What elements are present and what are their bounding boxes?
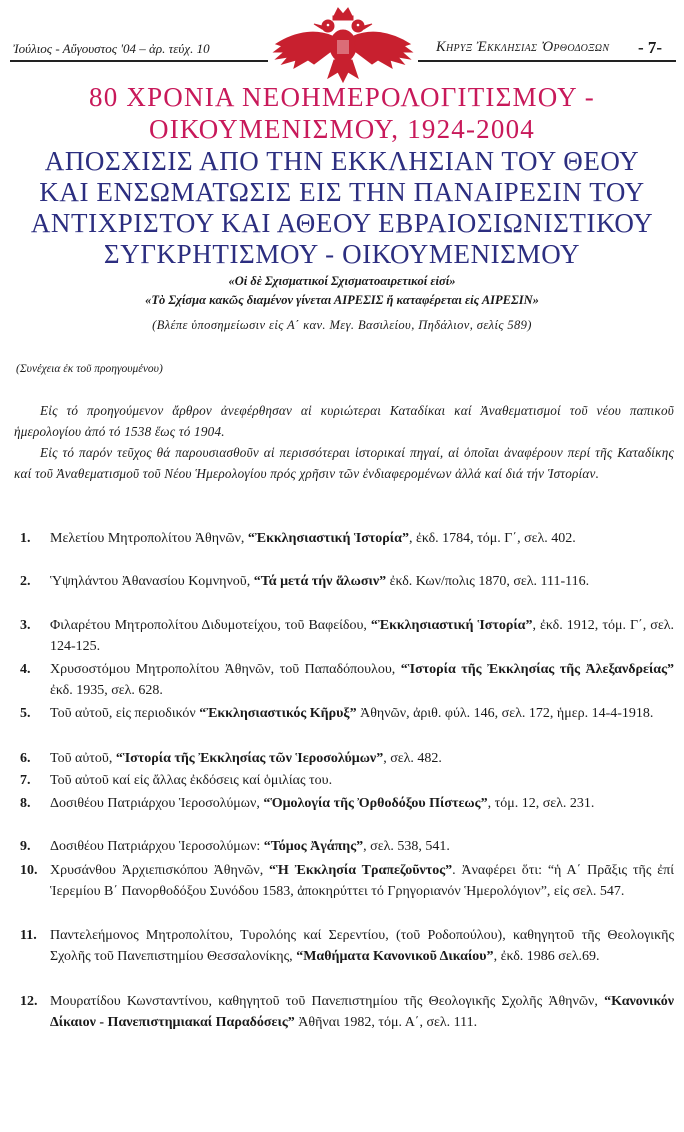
list-item: [20, 529, 674, 550]
item-title: “Ἐκκλησιαστικός Κῆρυξ”: [199, 706, 357, 721]
item-number: 12.: [20, 994, 38, 1009]
list-item: [20, 660, 674, 701]
list-item: [20, 749, 674, 770]
item-author: Παντελεήμονος Μητροπολίτου, Τυρολόης καί Σερεντίου, (τοῦ Ροδοπούλου), καθηγητοῦ τῆς Θεολογικῆς Σχολῆς τοῦ Πανεπιστημίου Θεσσαλονίκης,: [50, 928, 674, 964]
intro-paragraph-2: Εἰς τό παρόν τεῦχος θά παρουσιασθοῦν αἱ περισσότεραι ἱστορικαί πηγαί, αἱ ὁποῖαι ἀναφέρουν περί τῆς Καταδίκης καί τοῦ Ἀναθεματισμοῦ τοῦ Νέου Ἡμερολογίου πρός χρῆσιν τῶν ἐνδιαφερομένων ἀλλά καί διά τήν Ἱστορίαν.: [14, 445, 674, 481]
title-line-1: 80 ΧΡΟΝΙΑ ΝΕΟΗΜΕΡΟΛΟΓΙΤΙΣΜΟΥ -: [89, 82, 595, 112]
list-item: [20, 861, 674, 902]
item-title: “Ἐκκλησιαστική Ἱστορία”: [247, 531, 409, 546]
item-number: 11.: [20, 928, 37, 943]
list-item: [20, 926, 674, 967]
header-rule-left: [10, 60, 268, 62]
item-title: “Τόμος Ἀγάπης”: [263, 839, 364, 854]
list-item: [20, 704, 674, 725]
list-item: [20, 837, 674, 858]
item-number: 5.: [20, 706, 31, 721]
publication-name: Κηρυξ Ἐκκλησιας Ὀρθοδοξων: [436, 39, 610, 55]
item-number: 7.: [20, 773, 31, 788]
item-number: 1.: [20, 531, 31, 546]
list-item: [20, 992, 674, 1033]
item-details: Ἀθηνῶν, ἀριθ. φύλ. 146, σελ. 172, ἡμερ. 14-4-1918.: [356, 706, 654, 721]
item-details: . Ἀναφέρει ὅτι: “ἡ Α΄ Πρᾶξις τῆς ἐπί Ἱερεμίου Β΄ Πανορθοδόξου Συνόδου 1583, ἀποκηρύττει τό Γρηγοριανόν Ἡμερολόγιον”, εἰς σελ. 547.: [50, 863, 674, 899]
item-details: , σελ. 538, 541.: [363, 839, 450, 854]
item-author: Δοσιθέου Πατριάρχου Ἱεροσολύμων,: [50, 796, 264, 811]
item-number: 2.: [20, 574, 31, 589]
item-author: Χρυσάνθου Ἀρχιεπισκόπου Ἀθηνῶν,: [50, 863, 270, 878]
item-details: , ἐκδ. 1784, τόμ. Γ΄, σελ. 402.: [408, 531, 576, 546]
item-title: “Ἡ Ἐκκλησία Τραπεζοῦντος”: [269, 863, 453, 878]
item-title: “Ὁμολογία τῆς Ὀρθοδόξου Πίστεως”: [263, 796, 488, 811]
subtitle-line-4: ΣΥΓΚΡΗΤΙΣΜΟΥ - ΟΙΚΟΥΜΕΝΙΣΜΟΥ: [103, 239, 581, 269]
item-author: Τοῦ αὐτοῦ,: [50, 751, 116, 766]
issue-info: Ἰούλιος - Αὔγουστος '04 – ἀρ. τεύχ. 10: [13, 41, 210, 56]
list-item: [20, 794, 674, 815]
item-author: Ὑψηλάντου Ἀθανασίου Κομνηνοῦ,: [50, 574, 254, 589]
item-title: “Ἱστορία τῆς Ἐκκλησίας τῶν Ἱεροσολύμων”: [115, 751, 384, 766]
item-title: “Ἐκκλησιαστική Ἱστορία”: [370, 618, 533, 633]
continued-note: (Συνέχεια ἐκ τοῦ προηγουμένου): [16, 363, 163, 375]
item-title: “Κανονικόν Δίκαιον - Πανεπιστημιακαί Παραδόσεις”: [50, 994, 674, 1030]
item-number: 10.: [20, 863, 38, 878]
header-rule-right: [418, 60, 676, 62]
item-author: Φιλαρέτου Μητροπολίτου Διδυμοτείχου, τοῦ Βαφείδου,: [50, 618, 371, 633]
list-item: [20, 771, 674, 792]
item-author: Τοῦ αὐτοῦ, εἰς περιοδικόν: [50, 706, 200, 721]
item-details: , ἐκδ. 1986 σελ.69.: [493, 948, 600, 964]
epigraph-quote-2: «Τὸ Σχίσμα κακῶς διαμένον γίνεται ΑΙΡΕΣΙΣ ἤ καταφέρεται εἰς ΑΙΡΕΣΙΝ»: [145, 293, 539, 307]
item-author: Μελετίου Μητροπολίτου Ἀθηνῶν,: [50, 531, 248, 546]
item-number: 6.: [20, 751, 31, 766]
list-item: [20, 616, 674, 657]
item-number: 4.: [20, 662, 31, 677]
item-title: “Τά μετά τήν ἅλωσιν”: [253, 574, 387, 589]
epigraph-quote-1: «Οἱ δὲ Σχισματικοί Σχισματοαιρετικοί εἰσί»: [228, 274, 456, 288]
item-number: 3.: [20, 618, 31, 633]
item-details: ἐκδ. 1935, σελ. 628.: [50, 682, 163, 698]
double-headed-eagle-icon: [268, 6, 418, 84]
item-title: “Ἱστορία τῆς Ἐκκλησίας τῆς Ἀλεξανδρείας”: [400, 662, 675, 677]
list-item: [20, 572, 674, 593]
epigraph-reference: (Βλέπε ὑποσημείωσιν εἰς Α΄ καν. Μεγ. Βασιλείου, Πηδάλιον, σελίς 589): [152, 318, 532, 332]
item-details: ἐκδ. Κων/πολις 1870, σελ. 111-116.: [386, 574, 590, 589]
subtitle-line-1: ΑΠΟΣΧΙΣΙΣ ΑΠΟ ΤΗΝ ΕΚΚΛΗΣΙΑΝ ΤΟΥ ΘΕΟΥ: [44, 146, 640, 176]
page-header: [0, 0, 684, 82]
subtitle-line-2: ΚΑΙ ΕΝΣΩΜΑΤΩΣΙΣ ΕΙΣ ΤΗΝ ΠΑΝΑΙΡΕΣΙΝ ΤΟΥ: [39, 177, 645, 207]
item-title: “Μαθήματα Κανονικοῦ Δικαίου”: [296, 948, 494, 964]
item-author: Μουρατίδου Κωνσταντίνου, καθηγητοῦ τοῦ Πανεπιστημίου τῆς Θεολογικῆς Σχολῆς Ἀθηνῶν,: [50, 994, 605, 1009]
item-details: Ἀθῆναι 1982, τόμ. Α΄, σελ. 111.: [294, 1014, 478, 1030]
item-author: Δοσιθέου Πατριάρχου Ἱεροσολύμων:: [50, 839, 264, 854]
item-author: Χρυσοστόμου Μητροπολίτου Ἀθηνῶν, τοῦ Παπαδόπουλου,: [50, 662, 401, 677]
title-line-2: ΟΙΚΟΥΜΕΝΙΣΜΟΥ, 1924-2004: [149, 114, 535, 144]
intro-paragraph-1: Εἰς τό προηγούμενον ἄρθρον ἀνεφέρθησαν αἱ κυριώτεραι Καταδίκαι καί Ἀναθεματισμοί τοῦ νέου παπικοῦ ἡμερολογίου ἀπό τό 1538 ἕως τό 1904.: [14, 403, 674, 439]
item-number: 8.: [20, 796, 31, 811]
item-author: Τοῦ αὐτοῦ καί εἰς ἄλλας ἐκδόσεις καί ὁμιλίας του.: [50, 773, 333, 788]
page-number: - 7-: [638, 38, 663, 57]
item-number: 9.: [20, 839, 31, 854]
subtitle-line-3: ΑΝΤΙΧΡΙΣΤΟΥ ΚΑΙ ΑΘΕΟΥ ΕΒΡΑΙΟΣΙΩΝΙΣΤΙΚΟΥ: [30, 208, 654, 238]
item-details: , σελ. 482.: [383, 751, 442, 766]
item-details: , τόμ. 12, σελ. 231.: [487, 796, 595, 811]
item-details: , ἐκδ. 1912, τόμ. Γ΄, σελ. 124-125.: [50, 618, 675, 654]
